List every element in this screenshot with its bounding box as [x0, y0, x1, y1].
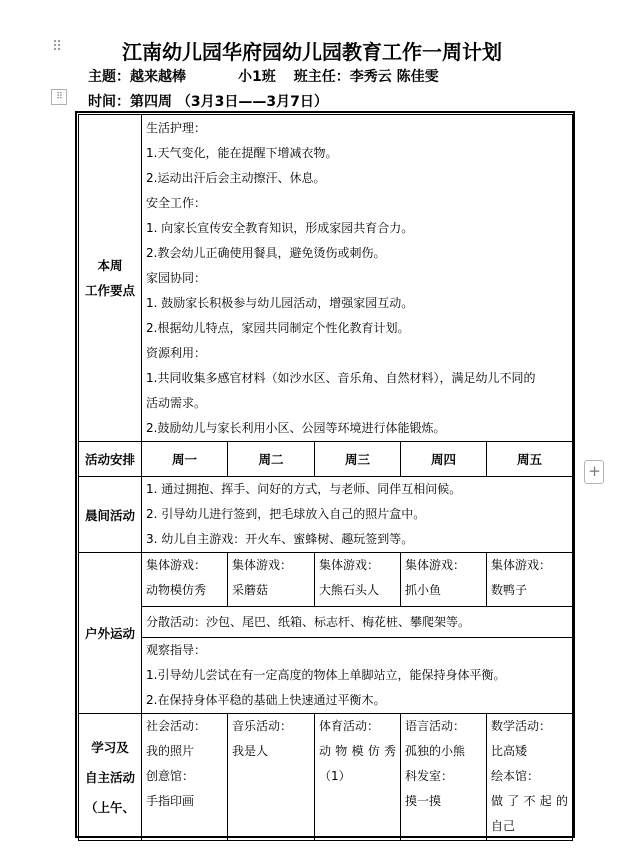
study-line: 我的照片: [146, 744, 195, 758]
group-game-cell[interactable]: 集体游戏： 抓小鱼: [401, 553, 487, 607]
study-line: 比高矮: [491, 744, 528, 758]
morning-label: 晨间活动: [79, 477, 142, 553]
study-cell-wednesday[interactable]: [315, 714, 401, 841]
study-label: 学习及 自主活动 （上午、: [79, 714, 142, 841]
key-point-line: 2.根据幼儿特点，家园共同制定个性化教育计划。: [146, 321, 410, 335]
day-header[interactable]: 周五: [487, 442, 573, 477]
table-row: [79, 607, 573, 638]
class-text: 小1班: [238, 69, 276, 85]
study-line: 语言活动：: [405, 719, 466, 733]
key-point-line: 安全工作：: [146, 196, 207, 210]
day-header[interactable]: 周二: [228, 442, 315, 477]
key-point-line: 家园协同：: [146, 271, 207, 285]
key-point-line: 生活护理：: [146, 121, 207, 135]
observation-guidance[interactable]: [142, 638, 573, 714]
study-line: 我是人: [232, 744, 269, 758]
study-line: （1）: [319, 769, 351, 783]
scattered-activities[interactable]: 分散活动：沙包、尾巴、纸箱、标志杆、梅花桩、攀爬架等。: [142, 607, 573, 638]
key-point-line: 2.鼓励幼儿与家长利用小区、公园等环境进行体能锻炼。: [146, 421, 446, 435]
day-header[interactable]: 周三: [315, 442, 401, 477]
morning-line: 3. 幼儿自主游戏：开火车、蜜蜂树、趣玩签到等。: [146, 532, 414, 546]
study-cell-thursday[interactable]: [401, 714, 487, 841]
study-line: 社会活动：: [146, 719, 207, 733]
key-point-line: 1. 鼓励家长积极参与幼儿园活动，增强家园互动。: [146, 296, 414, 310]
day-header[interactable]: 周四: [401, 442, 487, 477]
study-line: 音乐活动：: [232, 719, 293, 733]
study-line: 绘本馆：: [491, 769, 540, 783]
study-cell-tuesday[interactable]: [228, 714, 315, 841]
group-game-cell[interactable]: 集体游戏： 采蘑菇: [228, 553, 315, 607]
time-text: 时间：第四周 （3月3日——3月7日）: [88, 94, 328, 110]
key-point-line: 1.天气变化，能在提醒下增减衣物。: [146, 146, 338, 160]
key-point-line: 2.运动出汗后会主动擦汗、休息。: [146, 171, 326, 185]
observation-line: 1.引导幼儿尝试在有一定高度的物体上单脚站立，能保持身体平衡。: [146, 668, 506, 682]
key-point-line: 1.共同收集多感官材料（如沙水区、音乐角、自然材料），满足幼儿不同的: [146, 371, 536, 385]
add-column-button[interactable]: +: [584, 460, 604, 484]
key-points-label: 本周 工作要点: [79, 115, 142, 442]
group-game-cell[interactable]: 集体游戏： 大熊石头人: [315, 553, 401, 607]
study-line: 自己: [491, 819, 516, 833]
key-point-line: 2.教会幼儿正确使用餐具，避免烫伤或刺伤。: [146, 246, 386, 260]
table-row: [79, 477, 573, 553]
day-header[interactable]: 周一: [142, 442, 228, 477]
teacher-text: 班主任：李秀云 陈佳雯: [293, 69, 439, 85]
table-move-handle-icon[interactable]: ⠿: [51, 89, 67, 105]
theme-text: 主题：越来越棒: [88, 69, 186, 85]
table-row: [79, 638, 573, 714]
observation-line: 2.在保持身体平稳的基础上快速通过平衡木。: [146, 693, 386, 707]
study-line: 创意馆：: [146, 769, 195, 783]
study-cell-friday[interactable]: [487, 714, 573, 841]
plan-info-line: [88, 66, 439, 86]
study-line: 体育活动：: [319, 719, 380, 733]
drag-handle-icon[interactable]: ⠿: [52, 39, 62, 55]
weekly-plan-table: [78, 114, 573, 841]
study-line: 手指印画: [146, 794, 195, 808]
morning-line: 2. 引导幼儿进行签到，把毛球放入自己的照片盒中。: [146, 507, 426, 521]
key-point-line: 1. 向家长宣传安全教育知识，形成家园共育合力。: [146, 221, 414, 235]
key-point-line: 资源利用：: [146, 346, 207, 360]
schedule-label: 活动安排: [79, 442, 142, 477]
group-game-cell[interactable]: 集体游戏： 动物模仿秀: [142, 553, 228, 607]
morning-content[interactable]: [142, 477, 573, 553]
table-row: [79, 553, 573, 607]
page-title: 江南幼儿园华府园幼儿园教育工作一周计划: [122, 40, 502, 64]
key-points-content[interactable]: [142, 115, 573, 442]
table-row: [79, 714, 573, 841]
table-row: [79, 442, 573, 477]
study-line: 科发室：: [405, 769, 454, 783]
study-line: 做了不起的: [491, 794, 569, 808]
table-row: [79, 115, 573, 442]
study-line: 动物模仿秀: [319, 744, 396, 758]
group-game-cell[interactable]: 集体游戏： 数鸭子: [487, 553, 573, 607]
study-line: 数学活动：: [491, 719, 552, 733]
outdoor-label: 户外运动: [79, 553, 142, 714]
morning-line: 1. 通过拥抱、挥手、问好的方式，与老师、同伴互相问候。: [146, 482, 462, 496]
study-cell-monday[interactable]: [142, 714, 228, 841]
observation-line: 观察指导：: [146, 643, 207, 657]
study-line: 孤独的小熊: [405, 744, 466, 758]
study-line: 摸一摸: [405, 794, 442, 808]
key-point-line: 活动需求。: [146, 396, 207, 410]
